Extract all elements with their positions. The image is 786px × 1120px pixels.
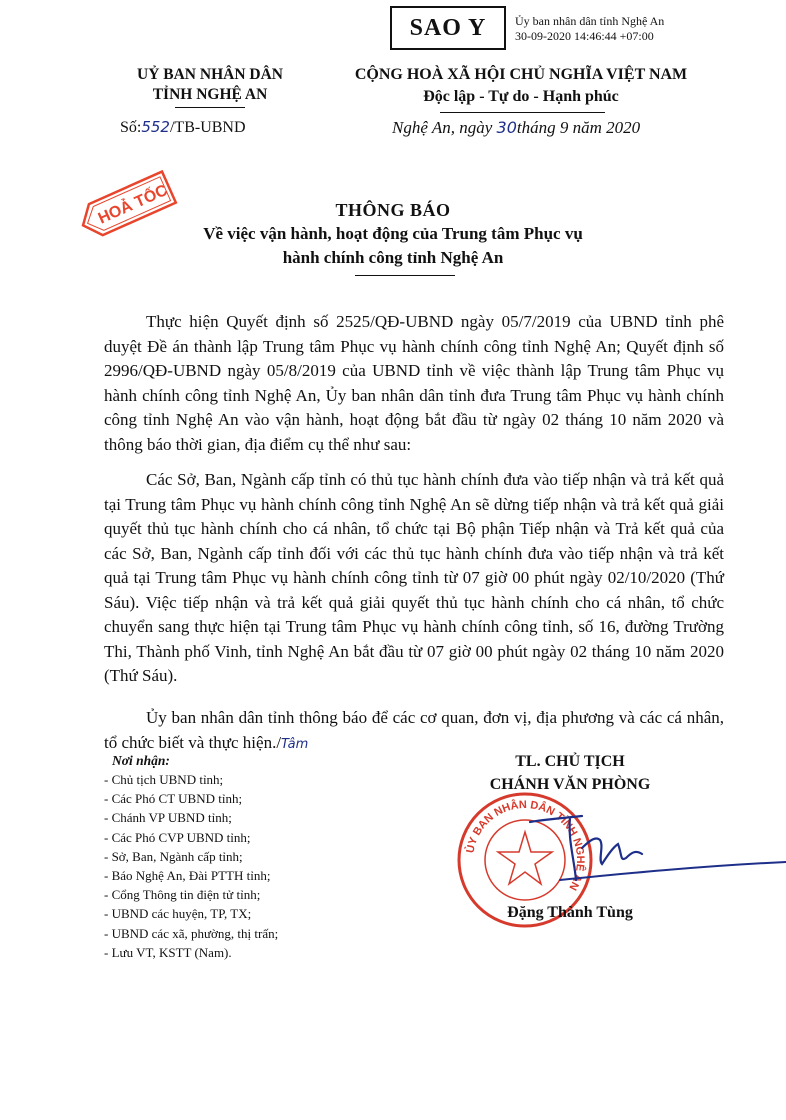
recipient-item: - Cổng Thông tin điện tử tỉnh;	[104, 887, 261, 903]
national-title: CỘNG HOÀ XÃ HỘI CHỦ NGHĨA VIỆT NAM	[354, 66, 688, 83]
recipient-item: - Báo Nghệ An, Đài PTTH tỉnh;	[104, 868, 271, 884]
recipient-item: - Sở, Ban, Ngành cấp tỉnh;	[104, 848, 243, 864]
urgent-stamp-label: HOẢ TỐC	[95, 181, 171, 228]
date-day-handwritten: 30	[496, 118, 517, 137]
body-paragraph-3	[104, 706, 724, 757]
doc-no-handwritten: 552	[141, 118, 170, 136]
signature-title: CHÁNH VĂN PHÒNG	[489, 776, 651, 793]
closing-initials: Tâm	[281, 736, 309, 752]
document-title: THÔNG BÁO	[335, 200, 451, 220]
recipient-item: - Các Phó CT UBND tỉnh;	[104, 791, 243, 807]
recipient-item: - UBND các xã, phường, thị trấn;	[104, 925, 279, 941]
document-subject-line1: Về việc vận hành, hoạt động của Trung tâm Phục vụ	[203, 224, 583, 243]
recipients-title: Nơi nhận:	[112, 753, 170, 768]
closing-text: Ủy ban nhân dân tỉnh thông báo để các cơ quan, đơn vị, địa phương và các cá nhân, tổ chức biết và thực hiện./	[104, 708, 724, 752]
issuer-org-line2: TỈNH NGHỆ AN	[152, 86, 268, 103]
date-suffix: tháng 9 năm 2020	[516, 118, 641, 137]
copy-stamp: SAO Y	[390, 6, 506, 50]
body-paragraph-2: Các Sở, Ban, Ngành cấp tỉnh có thủ tục hành chính đưa vào tiếp nhận và trả kết quả tại Trung tâm Phục vụ hành chính công tỉnh Nghệ An sẽ dừng tiếp nhận và trả kết quả giải quyết thủ tục hành chính cho cá nhân, tổ chức tại Bộ phận Tiếp nhận và Trả kết quả của các Sở, Ban, Ngành cấp tỉnh đối với các thủ tục hành chính đưa vào tiếp nhận và trả kết quả tại Trung tâm Phục vụ hành chính công tỉnh từ 07 giờ 00 phút ngày 02/10/2020 (Thứ Sáu). Việc tiếp nhận và trả kết quả giải quyết thủ tục hành chính cho cá nhân, tổ chức chuyển sang thực hiện tại Trung tâm Phục vụ hành chính công tỉnh, số 16, đường Trường Thi, Thành phố Vinh, tỉnh Nghệ An bắt đầu từ 07 giờ 00 phút ngày 02 tháng 10 năm 2020 (Thứ Sáu).	[104, 470, 724, 685]
recipient-item: - UBND các huyện, TP, TX;	[104, 906, 252, 922]
signature-authority: TL. CHỦ TỊCH	[515, 753, 625, 770]
body-paragraph-1: Thực hiện Quyết định số 2525/QĐ-UBND ngày 05/7/2019 của UBND tỉnh phê duyệt Đề án thành lập Trung tâm Phục vụ hành chính công tỉnh Nghệ An; Quyết định số 2996/QĐ-UBND ngày 05/8/2019 của UBND tỉnh về việc thành lập Trung tâm Phục vụ hành chính công tỉnh Nghệ An, Ủy ban nhân dân tỉnh đưa Trung tâm Phục vụ hành chính công tỉnh Nghệ An vào vận hành, hoạt động bắt đầu từ ngày 02 tháng 10 năm 2020 và thông báo thời gian, địa điểm cụ thể như sau:	[104, 312, 724, 454]
handwritten-signature	[500, 810, 786, 915]
issuer-underline	[175, 107, 245, 108]
motto-underline	[440, 112, 605, 113]
document-number	[120, 118, 246, 137]
digital-signature-info	[515, 14, 664, 44]
recipient-item: - Chủ tịch UBND tỉnh;	[104, 772, 224, 787]
signer-name: Đặng Thành Tùng	[507, 904, 633, 921]
title-underline	[355, 275, 455, 276]
issuer-org-line1: UỶ BAN NHÂN DÂN	[137, 66, 283, 83]
digital-signature-timestamp: 30-09-2020 14:46:44 +07:00	[515, 29, 654, 43]
recipient-item: - Chánh VP UBND tỉnh;	[104, 810, 232, 826]
document-subject-line2: hành chính công tỉnh Nghệ An	[282, 248, 504, 267]
date-prefix: Nghệ An, ngày	[392, 118, 497, 137]
seal-text: ỦY BAN NHÂN DÂN TỈNH NGHỆ AN	[464, 798, 587, 893]
doc-no-suffix: /TB-UBND	[169, 119, 246, 136]
recipient-item: - Lưu VT, KSTT (Nam).	[104, 944, 232, 960]
recipients-list	[104, 770, 278, 962]
recipient-item: - Các Phó CVP UBND tỉnh;	[104, 829, 251, 845]
doc-no-prefix: Số:	[120, 119, 142, 136]
national-motto: Độc lập - Tự do - Hạnh phúc	[423, 88, 619, 105]
digital-signature-issuer: Ủy ban nhân dân tỉnh Nghệ An	[515, 14, 665, 28]
document-date	[392, 118, 640, 138]
